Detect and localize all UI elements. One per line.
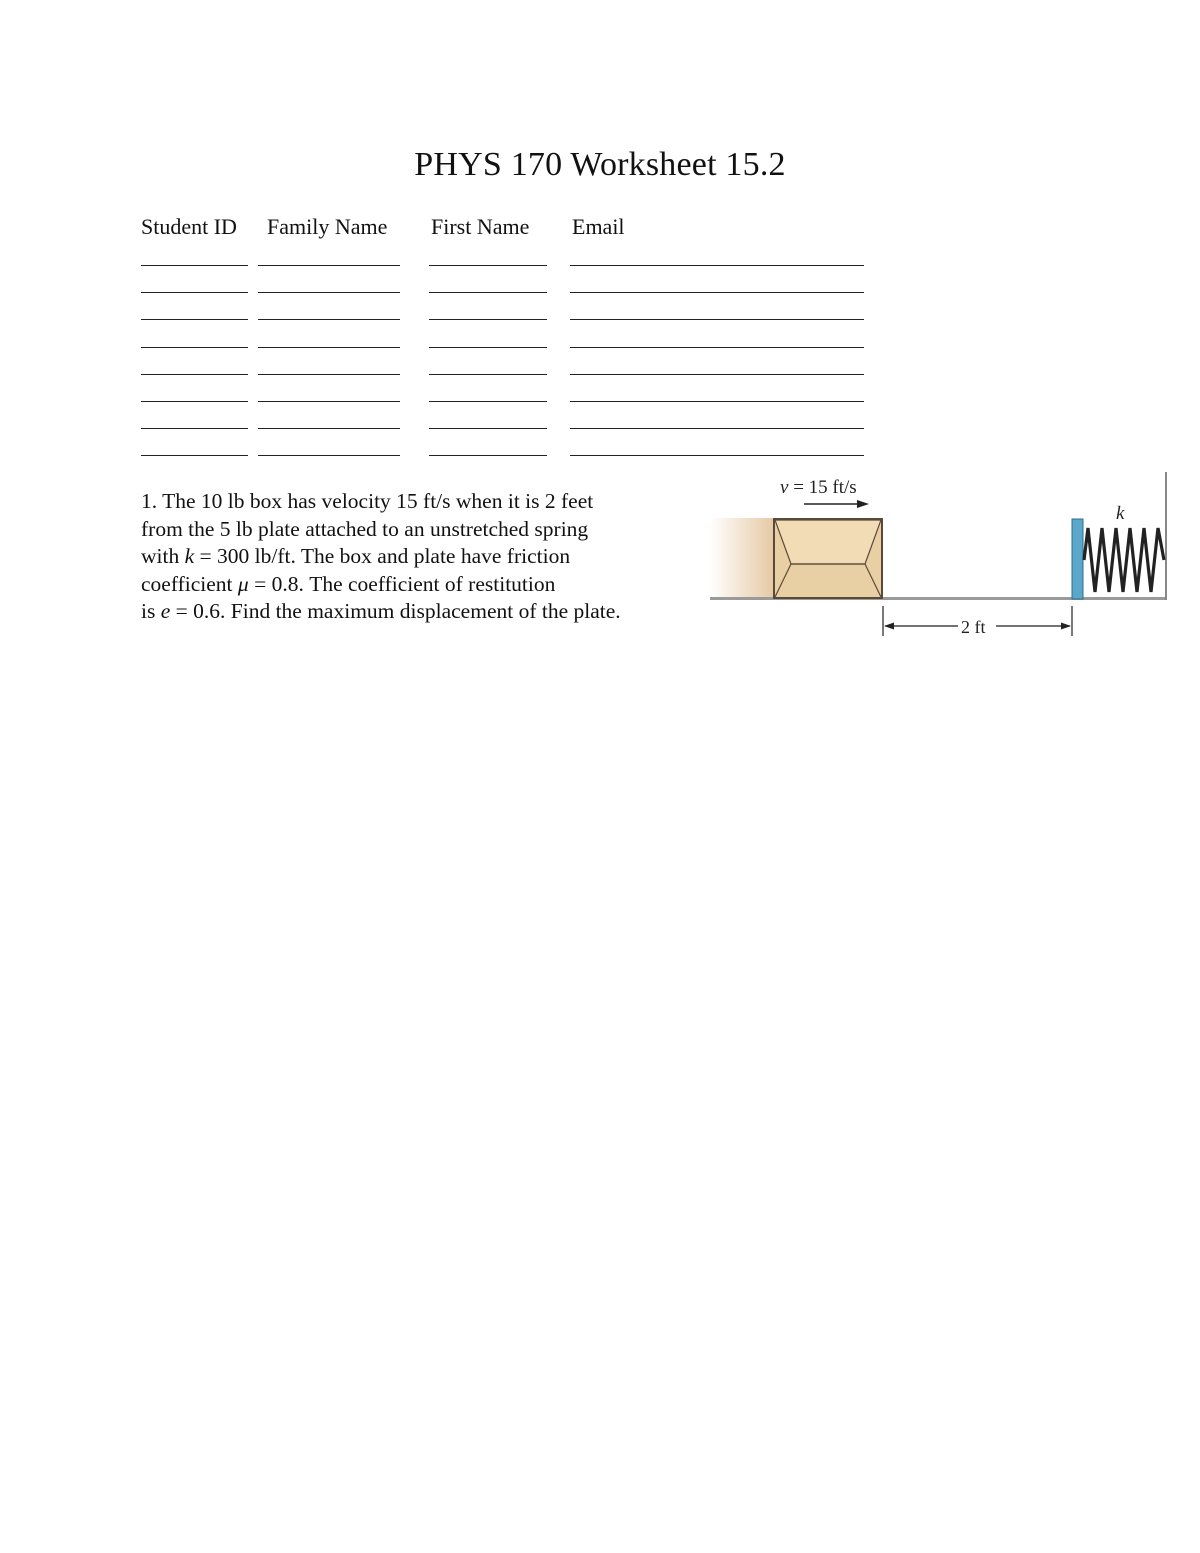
- blank-line: [429, 347, 547, 348]
- spring-icon: [1084, 528, 1164, 592]
- distance-label: 2 ft: [961, 617, 986, 637]
- blank-line: [141, 428, 248, 429]
- blank-row: [0, 403, 1200, 429]
- blank-line: [429, 374, 547, 375]
- blank-line: [570, 292, 864, 293]
- blank-row: [0, 376, 1200, 402]
- page-title: PHYS 170 Worksheet 15.2: [414, 146, 786, 183]
- blank-line: [258, 374, 400, 375]
- blank-line: [141, 347, 248, 348]
- header-student-id: Student ID: [141, 214, 237, 239]
- problem-1-text: [141, 488, 701, 626]
- header-first-name: First Name: [431, 214, 530, 239]
- blank-row: [0, 294, 1200, 320]
- blank-line: [570, 265, 864, 266]
- blank-line: [570, 347, 864, 348]
- blank-line: [429, 292, 547, 293]
- restitution-symbol: e: [160, 599, 171, 623]
- problem-line: from the 5 lb plate attached to an unstretched spring: [141, 516, 589, 541]
- plate: [1072, 519, 1083, 599]
- blank-line: [258, 455, 400, 456]
- friction-symbol: μ: [237, 571, 249, 596]
- blank-line: [429, 428, 547, 429]
- blank-line: [141, 319, 248, 320]
- blank-line: [570, 401, 864, 402]
- blank-line: [570, 428, 864, 429]
- blank-row: [0, 240, 1200, 266]
- blank-line: [141, 265, 248, 266]
- problem-line: coefficient μ = 0.8. The coefficient of restitution: [141, 571, 556, 596]
- velocity-label: v = 15 ft/s: [780, 477, 857, 498]
- left-wall-shade: [710, 518, 774, 598]
- blank-line: [258, 428, 400, 429]
- spring-constant-symbol: k: [184, 544, 195, 568]
- blank-row: [0, 322, 1200, 348]
- blank-line: [258, 265, 400, 266]
- blank-line: [429, 401, 547, 402]
- blank-line: [141, 401, 248, 402]
- blank-row: [0, 349, 1200, 375]
- blank-line: [429, 265, 547, 266]
- blank-row: [0, 267, 1200, 293]
- blank-line: [570, 455, 864, 456]
- header-family-name: Family Name: [267, 214, 388, 239]
- blank-line: [258, 292, 400, 293]
- problem-line: with k = 300 lb/ft. The box and plate have friction: [141, 544, 571, 568]
- blank-line: [570, 319, 864, 320]
- blank-line: [258, 347, 400, 348]
- blank-line: [141, 455, 248, 456]
- blank-row: [0, 430, 1200, 456]
- blank-line: [429, 319, 547, 320]
- problem-line: 1. The 10 lb box has velocity 15 ft/s when it is 2 feet: [141, 489, 594, 513]
- header-email: Email: [572, 214, 625, 239]
- velocity-arrow-icon: [804, 500, 869, 508]
- blank-line: [570, 374, 864, 375]
- box-icon: [774, 519, 882, 598]
- blank-line: [258, 319, 400, 320]
- blank-line: [141, 292, 248, 293]
- blank-line: [258, 401, 400, 402]
- spring-constant-label: k: [1116, 503, 1125, 524]
- box-spring-figure: [708, 470, 1188, 645]
- blank-line: [429, 455, 547, 456]
- problem-line: is e = 0.6. Find the maximum displacement of the plate.: [141, 599, 621, 623]
- blank-line: [141, 374, 248, 375]
